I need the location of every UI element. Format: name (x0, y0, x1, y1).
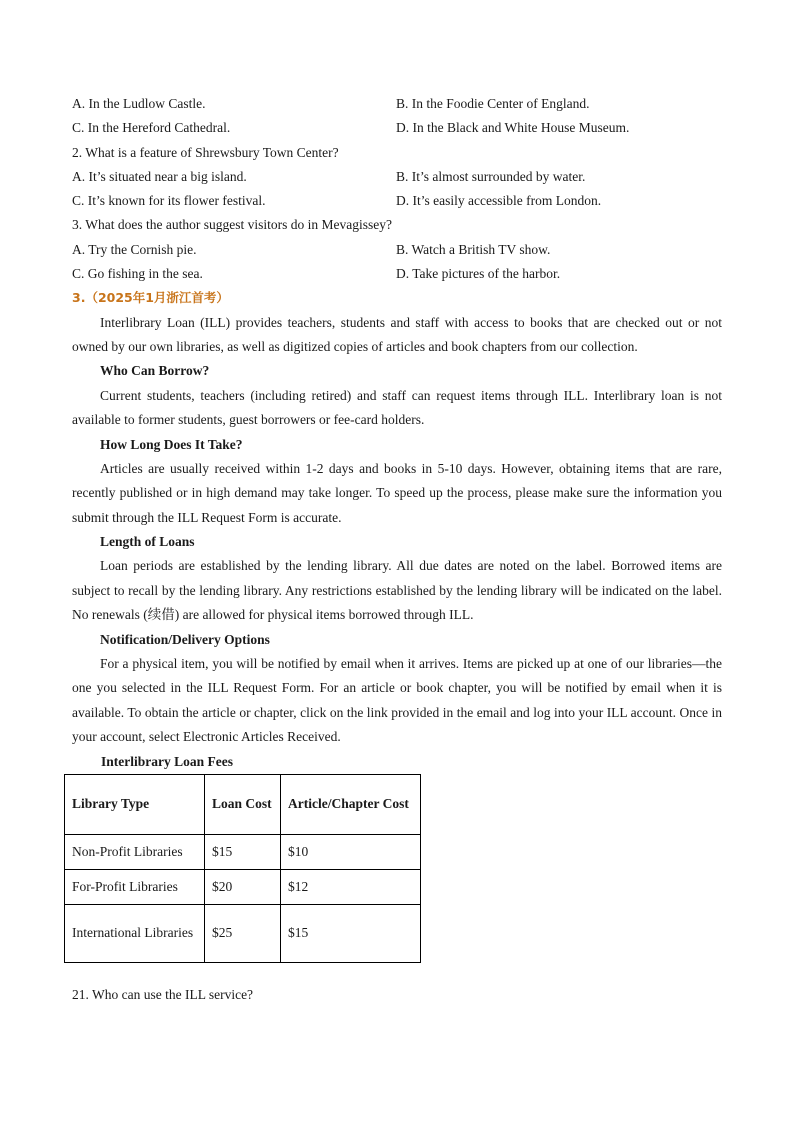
q3-stem: 3. What does the author suggest visitors do in Mevagissey? (72, 217, 392, 233)
q2-option-b[interactable]: B. It’s almost surrounded by water. (396, 168, 586, 184)
q2-stem: 2. What is a feature of Shrewsbury Town Center? (72, 144, 339, 160)
q1-option-c[interactable]: C. In the Hereford Cathedral. (72, 120, 231, 136)
q3-option-b[interactable]: B. Watch a British TV show. (396, 241, 551, 257)
table-row (65, 834, 421, 869)
fees-table-header-row (65, 774, 421, 834)
section-heading-notification: Notification/Delivery Options (100, 631, 270, 647)
fees-table (64, 774, 421, 963)
section-heading-length-of-loans: Length of Loans (100, 534, 195, 550)
cell-library-type: For-Profit Libraries (65, 869, 205, 904)
cell-library-type: Non-Profit Libraries (65, 834, 205, 869)
section-heading-who-can-borrow: Who Can Borrow? (100, 363, 210, 379)
header-article-cost: Article/Chapter Cost (281, 774, 421, 834)
section-text-length-of-loans: Loan periods are established by the lending library. All due dates are noted on the label. Borrowed items are subject to recall by the lending library. Any restrictions established by the lending library will be indicated on the label. No renewals (续借) are allowed for physical items borrowed through ILL. (72, 558, 722, 623)
q3-option-c[interactable]: C. Go fishing in the sea. (72, 266, 203, 282)
section-text-notification: For a physical item, you will be notified by email when it arrives. Items are picked up at one of our libraries—the one you selected in the ILL Request Form. For an article or book chapter, you will be notified by email when it is available. To obtain the article or chapter, click on the link provided in the email and log into your ILL account. Once in your account, select Electronic Articles Received. (72, 655, 722, 745)
passage-intro: Interlibrary Loan (ILL) provides teachers, students and staff with access to books that are checked out or not owned by our own libraries, as well as digitized copies of articles and book chapters from our collection. (72, 314, 722, 355)
section-text-how-long: Articles are usually received within 1-2 days and books in 5-10 days. However, obtaining items that are rare, recently published or in high demand may take longer. To speed up the process, please make sure the information you submit through the ILL Request Form is accurate. (72, 460, 722, 525)
cell-loan-cost: $20 (205, 869, 281, 904)
cell-loan-cost: $15 (205, 834, 281, 869)
q2-option-c[interactable]: C. It’s known for its flower festival. (72, 193, 266, 209)
q1-options-row1 (72, 92, 722, 116)
q21-stem: 21. Who can use the ILL service? (72, 986, 254, 1002)
q1-options-row2 (72, 116, 722, 140)
q2-options-row1 (72, 165, 722, 189)
q2-option-a[interactable]: A. It’s situated near a big island. (72, 168, 247, 184)
table-row (65, 904, 421, 962)
q2-option-d[interactable]: D. It’s easily accessible from London. (396, 193, 602, 209)
q3-options-row1 (72, 238, 722, 262)
section-text-who-can-borrow: Current students, teachers (including retired) and staff can request items through ILL. Interlibrary loan is not available to former students, guest borrowers or fee-card holders. (72, 387, 722, 428)
table-row (65, 869, 421, 904)
passage-source-heading: 3.（2025年1月浙江首考） (72, 290, 229, 306)
q3-options-row2 (72, 262, 722, 286)
q3-option-d[interactable]: D. Take pictures of the harbor. (396, 266, 561, 282)
cell-article-cost: $15 (281, 904, 421, 962)
fees-table-title: Interlibrary Loan Fees (101, 753, 233, 769)
cell-loan-cost: $25 (205, 904, 281, 962)
header-loan-cost: Loan Cost (205, 774, 281, 834)
cell-article-cost: $10 (281, 834, 421, 869)
q1-option-d[interactable]: D. In the Black and White House Museum. (396, 120, 630, 136)
cell-article-cost: $12 (281, 869, 421, 904)
q2-options-row2 (72, 189, 722, 213)
document-page (72, 92, 722, 1007)
q3-option-a[interactable]: A. Try the Cornish pie. (72, 241, 197, 257)
header-library-type: Library Type (65, 774, 205, 834)
cell-library-type: International Libraries (65, 904, 205, 962)
q1-option-b[interactable]: B. In the Foodie Center of England. (396, 96, 590, 111)
q1-option-a[interactable]: A. In the Ludlow Castle. (72, 96, 206, 111)
section-heading-how-long: How Long Does It Take? (100, 436, 243, 452)
